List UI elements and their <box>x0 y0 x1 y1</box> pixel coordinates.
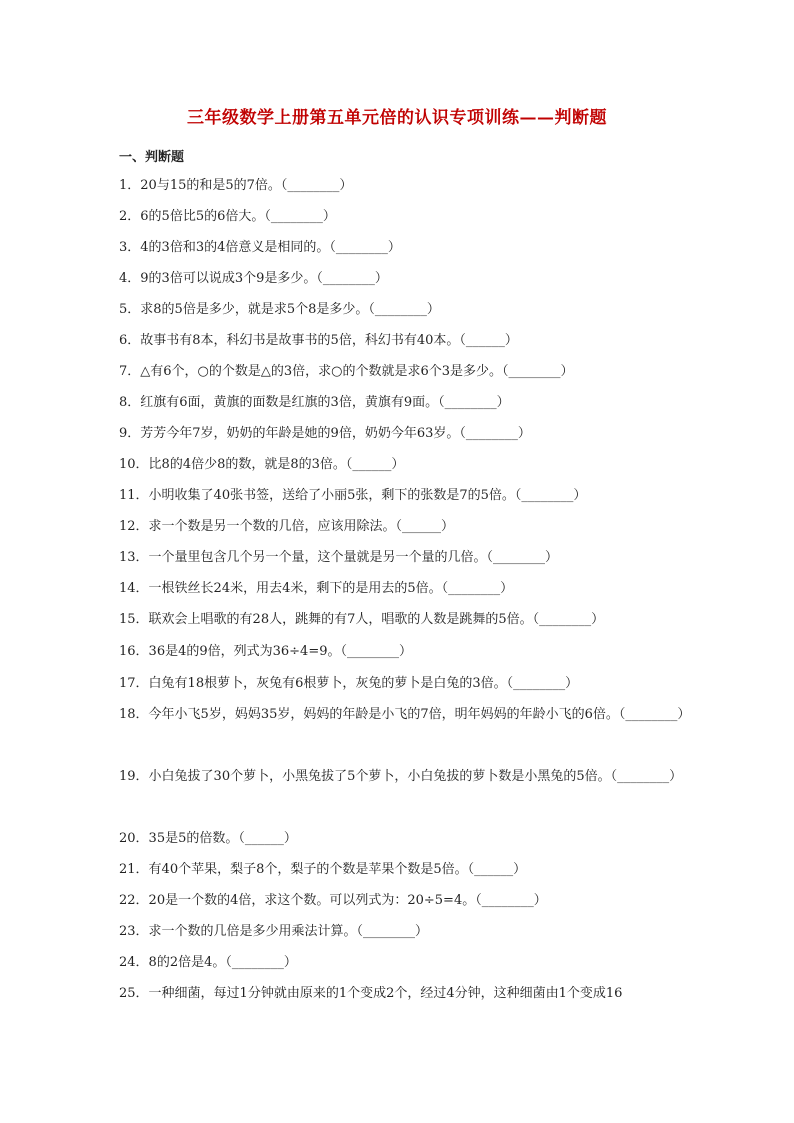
question-item: 24．8的2倍是4。（________） <box>119 955 297 970</box>
question-item: 11．小明收集了40张书签，送给了小丽5张，剩下的张数是7的5倍。（________） <box>119 488 587 503</box>
question-item: 9．芳芳今年7岁，奶奶的年龄是她的9倍，奶奶今年63岁。（________） <box>119 426 531 441</box>
question-item: 2．6的5倍比5的6倍大。（________） <box>119 209 336 224</box>
question-item: 22．20是一个数的4倍，求这个数。可以列式为：20÷5=4。（________） <box>119 893 547 908</box>
page-title: 三年级数学上册第五单元倍的认识专项训练——判断题 <box>187 108 607 128</box>
question-item: 5．求8的5倍是多少，就是求5个8是多少。（________） <box>119 302 440 317</box>
question-item: 16．36是4的9倍，列式为36÷4=9。（________） <box>119 644 412 659</box>
question-item: 12．求一个数是另一个数的几倍，应该用除法。（______） <box>119 519 455 534</box>
question-item: 13．一个量里包含几个另一个量，这个量就是另一个量的几倍。（________） <box>119 550 559 565</box>
question-item: 7．△有6个，○的个数是△的3倍，求○的个数就是求6个3是多少。（________） <box>119 364 574 379</box>
question-item: 4．9的3倍可以说成3个9是多少。（________） <box>119 271 388 286</box>
question-item: 21．有40个苹果，梨子8个，梨子的个数是苹果个数是5倍。（______） <box>119 862 527 877</box>
section-heading: 一、判断题 <box>119 150 185 165</box>
question-item: 23．求一个数的几倍是多少用乘法计算。（________） <box>119 924 429 939</box>
question-item: 3．4的3倍和3的4倍意义是相同的。（________） <box>119 240 401 255</box>
question-item: 14．一根铁丝长24米，用去4米，剩下的是用去的5倍。（________） <box>119 581 514 596</box>
question-item: 19．小白兔拔了30个萝卜，小黑兔拔了5个萝卜，小白兔拔的萝卜数是小黑兔的5倍。（________） <box>119 769 683 784</box>
question-item: 20．35是5的倍数。（______） <box>119 831 297 846</box>
question-item: 1．20与15的和是5的7倍。（________） <box>119 178 353 193</box>
question-item: 6．故事书有8本，科幻书是故事书的5倍，科幻书有40本。（______） <box>119 333 518 348</box>
question-item: 18．今年小飞5岁，妈妈35岁，妈妈的年龄是小飞的7倍，明年妈妈的年龄小飞的6倍。（________） <box>119 707 691 722</box>
question-item: 10．比8的4倍少8的数，就是8的3倍。（______） <box>119 457 405 472</box>
question-item: 25．一种细菌，每过1分钟就由原来的1个变成2个，经过4分钟，这种细菌由1个变成16 <box>119 986 623 1001</box>
question-item: 8．红旗有6面，黄旗的面数是红旗的3倍，黄旗有9面。（________） <box>119 395 510 410</box>
question-item: 15．联欢会上唱歌的有28人，跳舞的有7人，唱歌的人数是跳舞的5倍。（________） <box>119 612 605 627</box>
question-item: 17．白兔有18根萝卜，灰兔有6根萝卜，灰兔的萝卜是白兔的3倍。（________） <box>119 676 579 691</box>
